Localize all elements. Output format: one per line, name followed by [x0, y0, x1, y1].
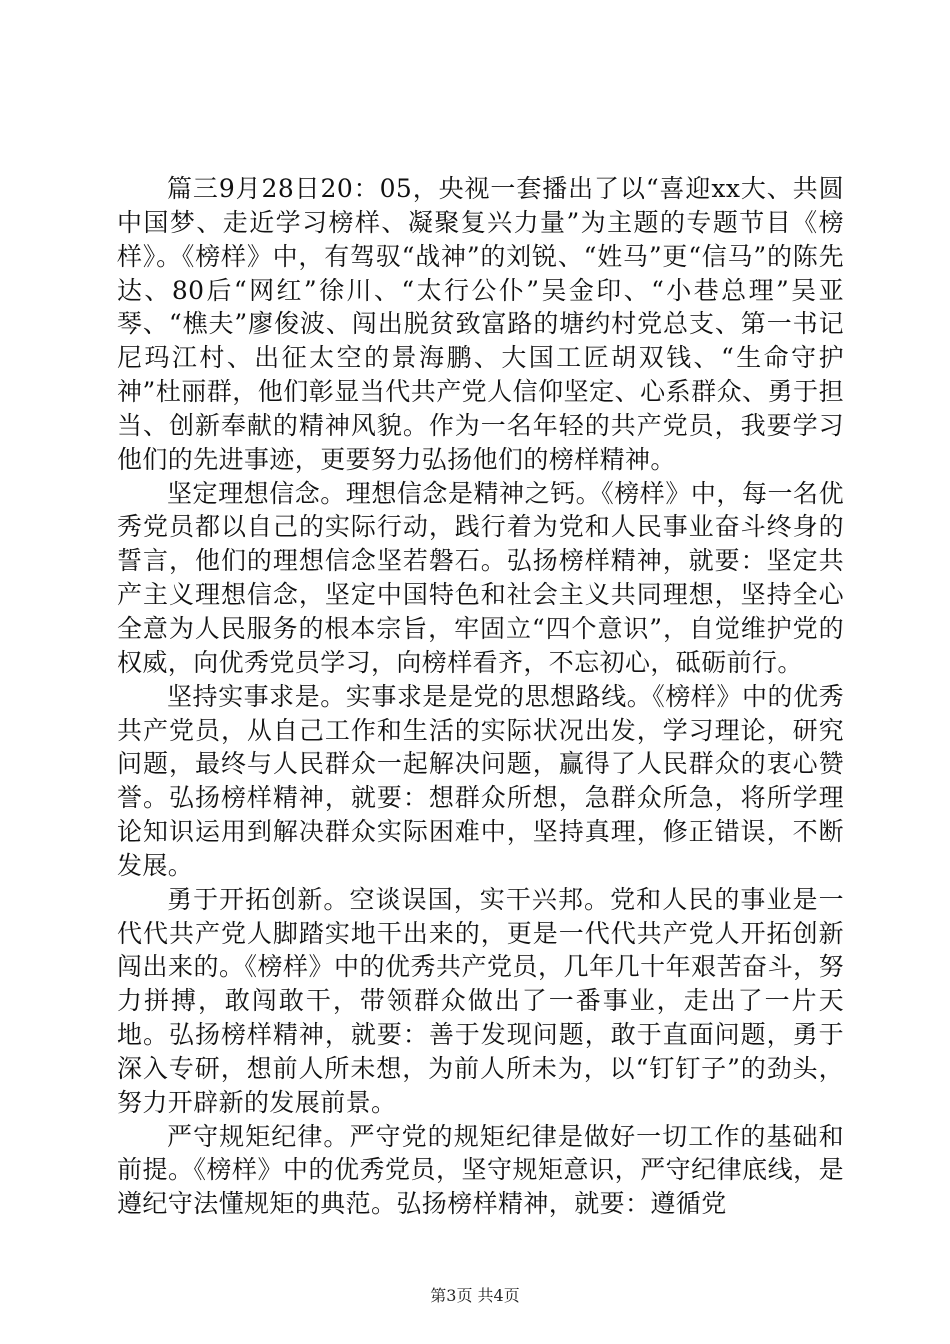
paragraph-intro: 篇三9月28日20：05，央视一套播出了以“喜迎xx大、共圆中国梦、走近学习榜样、凝聚复兴力量”为主题的专题节目《榜样》。《榜样》中，有驾驭“战神”的刘锐、“姓马”更“信马”的陈先达、80后“网红”徐川、“太行公仆”吴金印、“小巷总理”吴亚琴、“樵夫”廖俊波、闯出脱贫致富路的塘约村党总支、第一书记尼玛江村、出征太空的景海鹏、大国工匠胡双钱、“生命守护神”杜丽群，他们彰显当代共产党人信仰坚定、心系群众、勇于担当、创新奉献的精神风貌。作为一名年轻的共产党员，我要学习他们的先进事迹，更要努力弘扬他们的榜样精神。 [117, 174, 844, 474]
paragraph-ideals: 坚定理想信念。理想信念是精神之钙。《榜样》中，每一名优秀党员都以自己的实际行动，践行着为党和人民事业奋斗终身的誓言，他们的理想信念坚若磐石。弘扬榜样精神，就要：坚定共产主义理想信念，坚定中国特色和社会主义共同理想，坚持全心全意为人民服务的根本宗旨，牢固立“四个意识”，自觉维护党的权威，向优秀党员学习，向榜样看齐，不忘初心，砥砺前行。 [117, 478, 844, 677]
page-number-footer: 第3页 共4页 [430, 1286, 520, 1305]
paragraph-discipline: 严守规矩纪律。严守党的规矩纪律是做好一切工作的基础和前提。《榜样》中的优秀党员，坚守规矩意识，严守纪律底线，是遵纪守法懂规矩的典范。弘扬榜样精神，就要：遵循党 [117, 1121, 844, 1219]
paragraph-truth: 坚持实事求是。实事求是是党的思想路线。《榜样》中的优秀共产党员，从自己工作和生活的实际状况出发，学习理论，研究问题，最终与人民群众一起解决问题，赢得了人民群众的衷心赞誉。弘扬榜样精神，就要：想群众所想，急群众所急，将所学理论知识运用到解决群众实际困难中，坚持真理，修正错误，不断发展。 [117, 681, 844, 880]
document-body [117, 172, 844, 1221]
paragraph-innovation: 勇于开拓创新。空谈误国，实干兴邦。党和人民的事业是一代代共产党人脚踏实地干出来的，更是一代代共产党人开拓创新闯出来的。《榜样》中的优秀共产党员，几年几十年艰苦奋斗，努力拼搏，敢闯敢干，带领群众做出了一番事业，走出了一片天地。弘扬榜样精神，就要：善于发现问题，敢于直面问题，勇于深入专研，想前人所未想，为前人所未为，以“钉钉子”的劲头，努力开辟新的发展前景。 [117, 884, 844, 1117]
